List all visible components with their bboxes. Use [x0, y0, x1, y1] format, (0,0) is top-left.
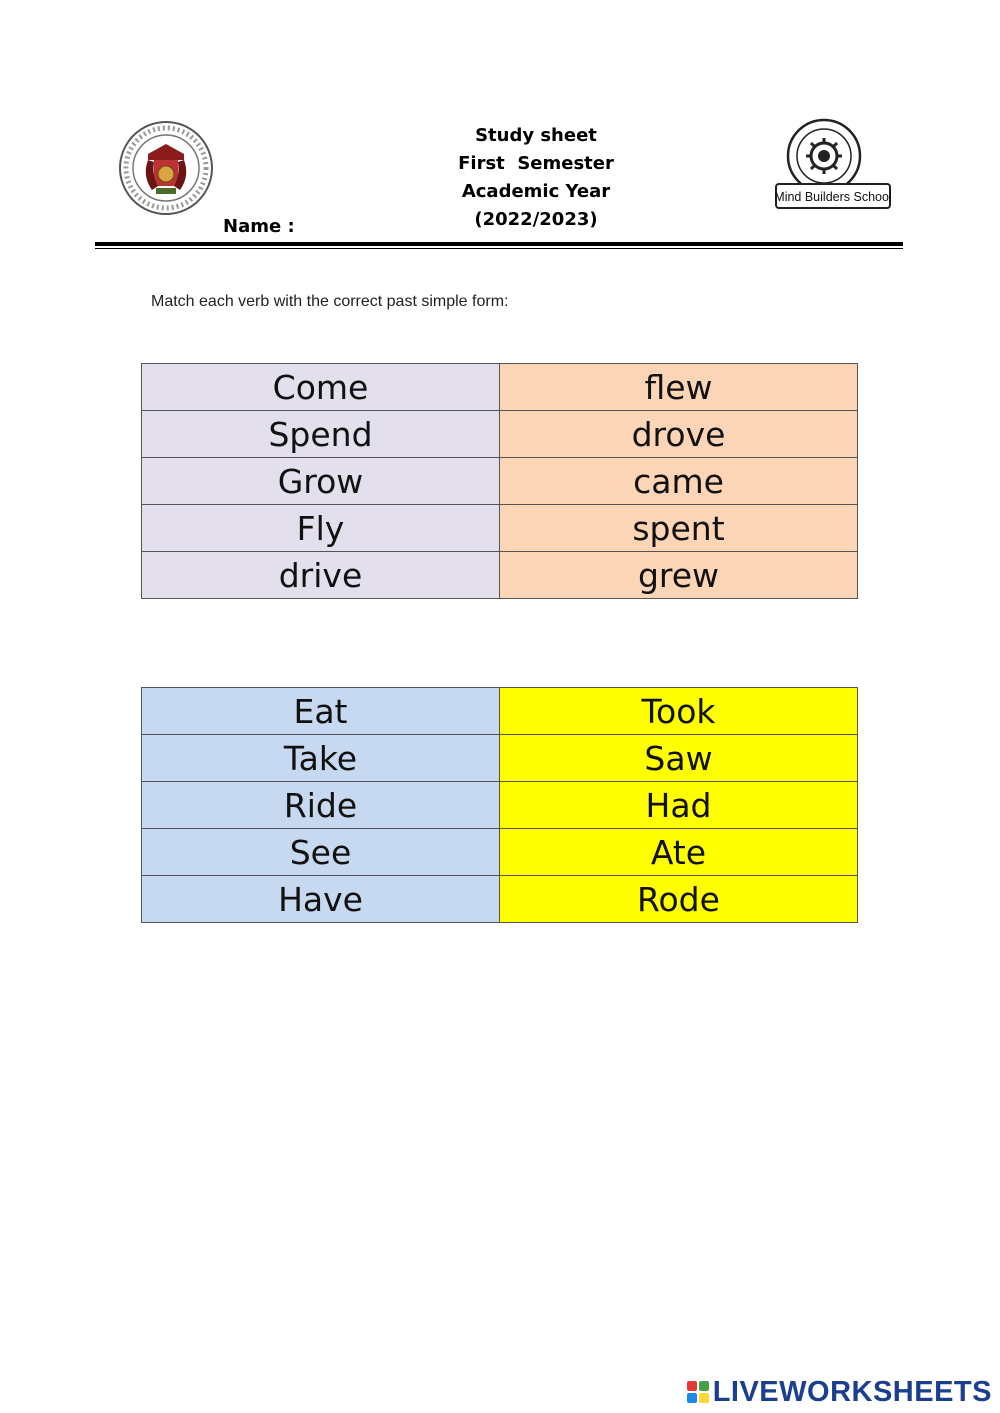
past-form-cell[interactable]: flew — [500, 364, 858, 411]
header-divider-thin — [95, 248, 903, 249]
table-row — [142, 735, 858, 782]
past-form-cell[interactable]: Saw — [500, 735, 858, 782]
header-divider — [95, 242, 903, 246]
table-row — [142, 505, 858, 552]
semester-label: First Semester — [458, 153, 614, 174]
header-block — [398, 122, 674, 234]
past-form-cell[interactable]: came — [500, 458, 858, 505]
verb-cell[interactable]: Come — [142, 364, 500, 411]
academic-year-label: Academic Year (2022/2023) — [461, 181, 611, 230]
verb-cell[interactable]: Have — [142, 876, 500, 923]
past-form-cell[interactable]: Rode — [500, 876, 858, 923]
past-form-cell[interactable]: Took — [500, 688, 858, 735]
verb-cell[interactable]: Ride — [142, 782, 500, 829]
school-gear-emblem-icon — [772, 118, 894, 214]
verb-cell[interactable]: Grow — [142, 458, 500, 505]
matching-table-2 — [141, 687, 858, 923]
liveworksheets-logo-icon — [687, 1381, 709, 1403]
verb-cell[interactable]: Take — [142, 735, 500, 782]
table-row — [142, 458, 858, 505]
ministry-emblem-icon — [118, 120, 214, 216]
past-form-cell[interactable]: drove — [500, 411, 858, 458]
verb-cell[interactable]: Fly — [142, 505, 500, 552]
sheet-title: Study sheet — [475, 125, 597, 146]
past-form-cell[interactable]: Ate — [500, 829, 858, 876]
verb-cell[interactable]: Spend — [142, 411, 500, 458]
table-row — [142, 688, 858, 735]
past-form-cell[interactable]: Had — [500, 782, 858, 829]
instruction-text: Match each verb with the correct past simple form: — [151, 293, 509, 310]
table-row — [142, 782, 858, 829]
table-row — [142, 411, 858, 458]
table-row — [142, 364, 858, 411]
past-form-cell[interactable]: spent — [500, 505, 858, 552]
school-caption: Mind Builders School — [774, 190, 892, 204]
verb-cell[interactable]: Eat — [142, 688, 500, 735]
verb-cell[interactable]: See — [142, 829, 500, 876]
matching-table-1 — [141, 363, 858, 599]
table-row — [142, 876, 858, 923]
table-row — [142, 829, 858, 876]
table-row — [142, 552, 858, 599]
past-form-cell[interactable]: grew — [500, 552, 858, 599]
liveworksheets-brand[interactable] — [687, 1377, 992, 1407]
name-label: Name : — [223, 216, 295, 237]
brand-text: LIVEWORKSHEETS — [712, 1375, 992, 1408]
verb-cell[interactable]: drive — [142, 552, 500, 599]
